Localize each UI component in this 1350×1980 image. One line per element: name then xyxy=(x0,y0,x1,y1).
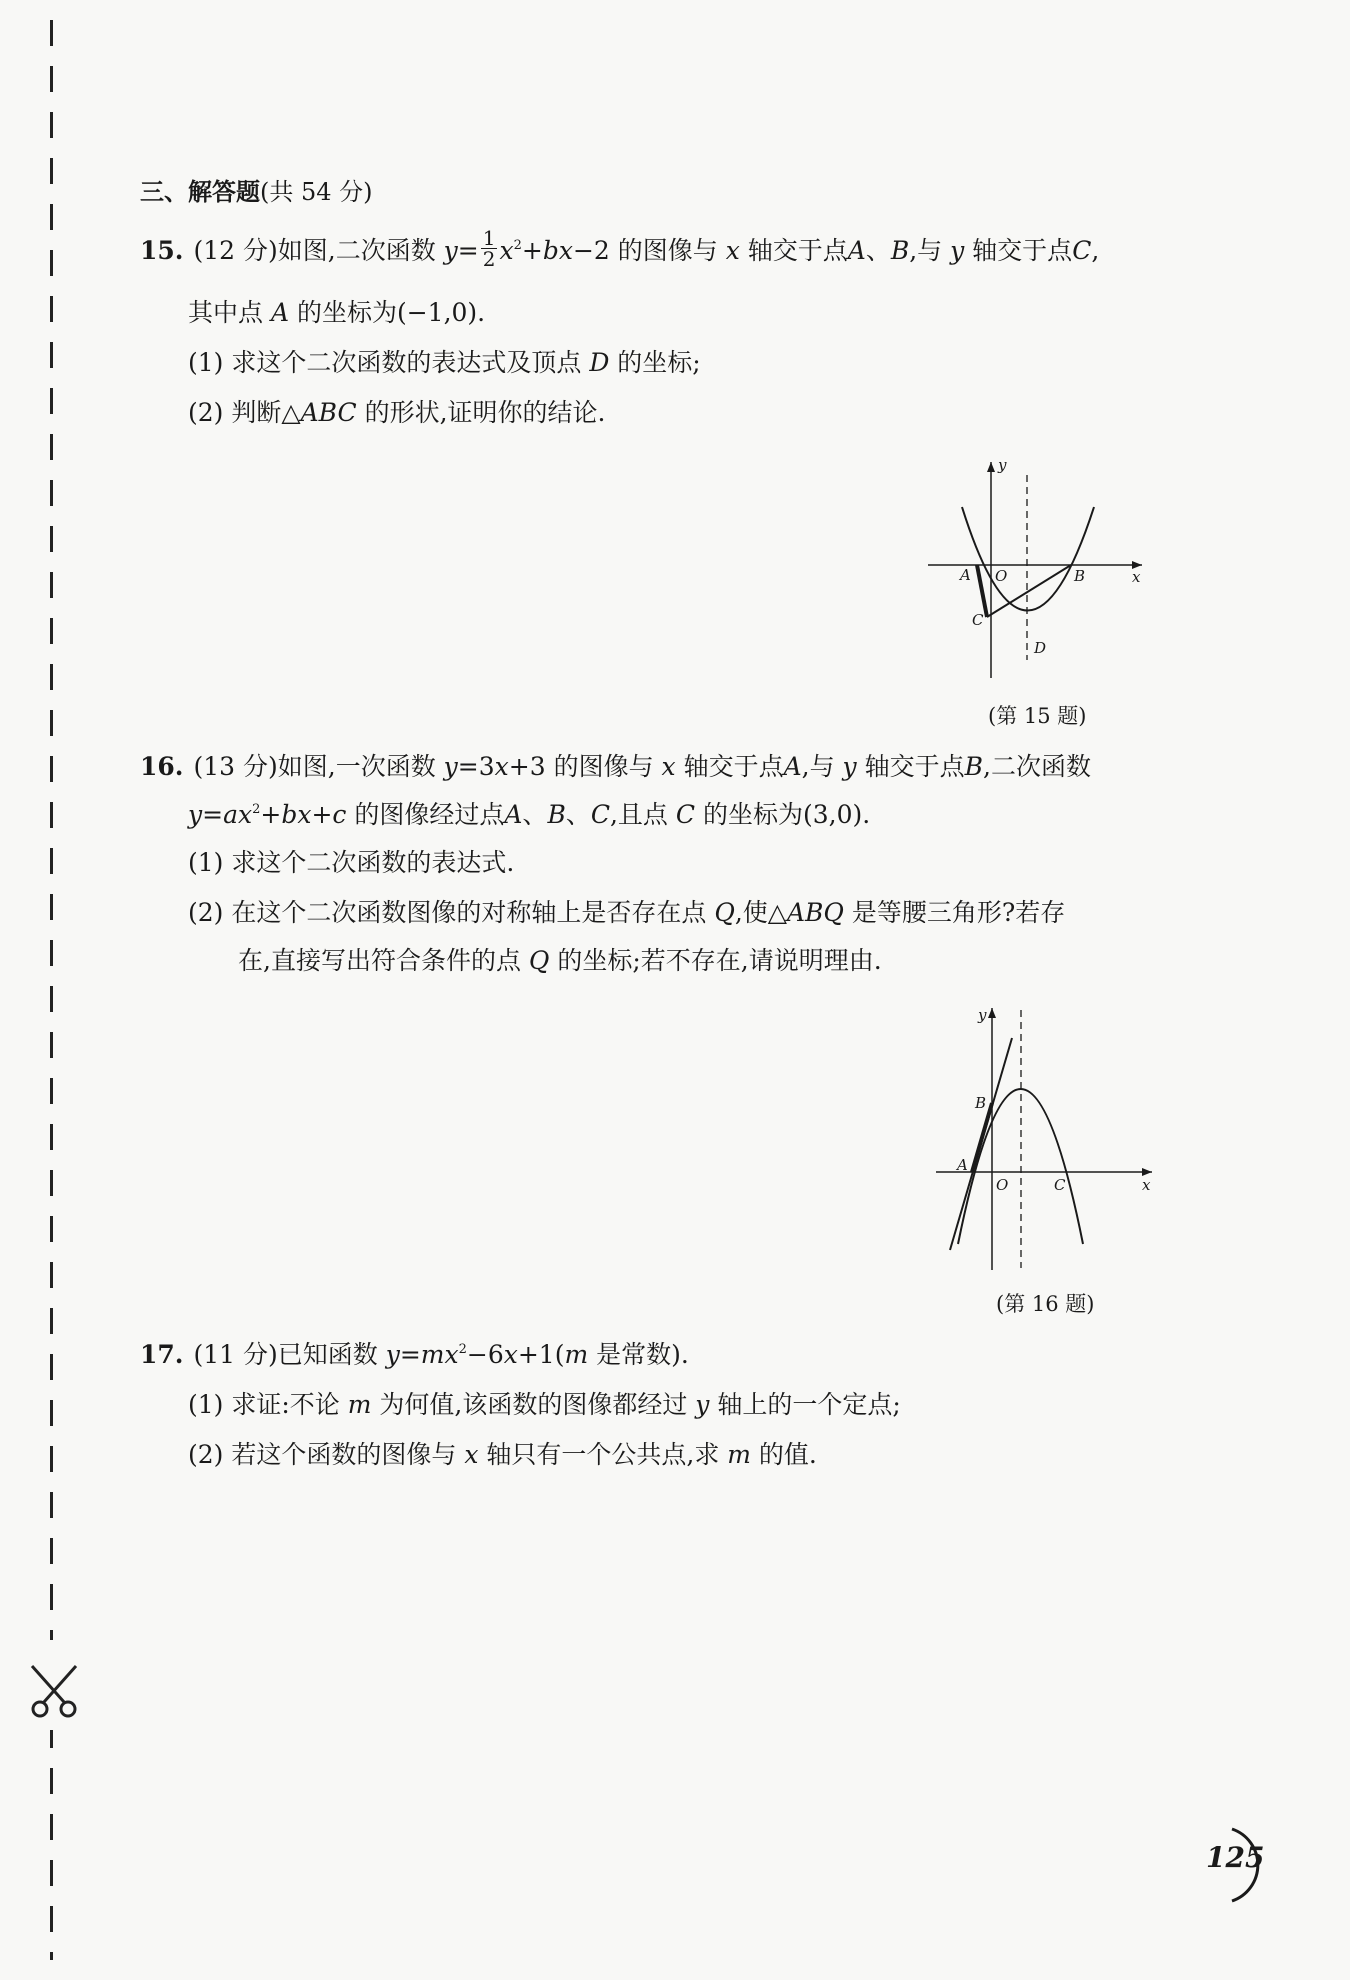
fig15-label-A: A xyxy=(960,566,971,584)
fig16-label-B: B xyxy=(975,1094,987,1112)
q15-line2: 其中点 A 的坐标为(−1,0). xyxy=(188,298,486,327)
fig16-label-y: y xyxy=(978,1006,987,1024)
q16-caption: (第 16 题) xyxy=(996,1292,1095,1316)
section-points: (共 54 分) xyxy=(260,178,373,206)
fig15-label-C: C xyxy=(972,611,984,629)
q16-part1: (1) 求这个二次函数的表达式. xyxy=(188,848,515,877)
q16-line1: 16. (13 分)如图,一次函数 y=3x+3 的图像与 x 轴交于点A,与 y 轴交于点B,二次函数 xyxy=(140,752,1091,781)
fig16-label-C: C xyxy=(1054,1176,1066,1194)
fraction-one-half: $\frac{1}{2}$ xyxy=(482,226,496,271)
q15-part2: (2) 判断△ABC 的形状,证明你的结论. xyxy=(188,398,606,427)
fig15-label-O: O xyxy=(995,567,1008,585)
fig16-label-O: O xyxy=(996,1176,1009,1194)
q17-score: (11 分) xyxy=(193,1340,278,1369)
q16-score: (13 分) xyxy=(193,752,278,781)
q15-line1: 15. (12 分)如图,二次函数 y= $\frac{1}{2}$ $x^2+bx-2$ 的图像与 x 轴交于点A、B,与 y 轴交于点C, xyxy=(140,226,1100,271)
q17-part2: (2) 若这个函数的图像与 x 轴只有一个公共点,求 m 的值. xyxy=(188,1440,817,1469)
q16-figure xyxy=(930,1000,1160,1275)
fig16-label-x: x xyxy=(1142,1176,1151,1194)
page-number-text: 125 xyxy=(1206,1841,1265,1874)
fig16-label-A: A xyxy=(957,1156,968,1174)
q16-line2: $y=ax^2+bx+c$ 的图像经过点A、B、C,且点 C 的坐标为(3,0). xyxy=(188,800,871,829)
q15-score: (12 分) xyxy=(193,236,278,265)
q17-number: 17. xyxy=(140,1340,184,1369)
q15-caption: (第 15 题) xyxy=(988,704,1087,728)
page-number xyxy=(1192,1815,1282,1905)
section-heading xyxy=(140,172,373,207)
fig15-label-x: x xyxy=(1132,568,1141,586)
scissors-icon xyxy=(24,1660,84,1720)
fig15-label-B: B xyxy=(1074,567,1086,585)
q17-part1: (1) 求证:不论 m 为何值,该函数的图像都经过 y 轴上的一个定点; xyxy=(188,1390,901,1419)
q16-number: 16. xyxy=(140,752,184,781)
q15-number: 15. xyxy=(140,236,184,265)
fig15-label-y: y xyxy=(998,456,1007,474)
fig15-label-D: D xyxy=(1034,639,1047,657)
q16-part2: (2) 在这个二次函数图像的对称轴上是否存在点 Q,使△ABQ 是等腰三角形?若存 xyxy=(188,898,1066,927)
q15-part1: (1) 求这个二次函数的表达式及顶点 D 的坐标; xyxy=(188,348,701,377)
q15-figure xyxy=(920,450,1150,680)
section-title: 三、解答题 xyxy=(140,177,260,206)
q17-line1: 17. (11 分)已知函数 $y=mx^2-6x+1(m$ 是常数). xyxy=(140,1340,689,1369)
q16-part2-cont: 在,直接写出符合条件的点 Q 的坐标;若不存在,请说明理由. xyxy=(238,946,882,975)
